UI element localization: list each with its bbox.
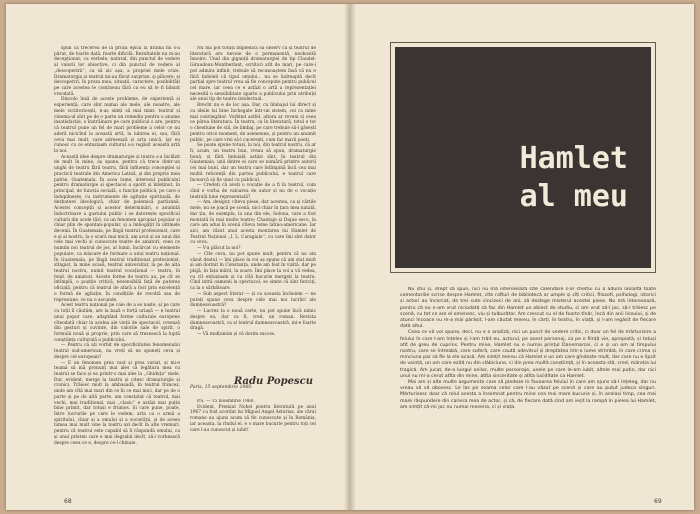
left-a-paragraph: — E un fenomen prea vast și prea variat, și mi-e teamă să mă pronunț mai ales că legătura mea cu teatrul se face și ea printr-o mai ales la ,,Ghiduța'' mele. Dar, evident, merge la teatru și citesc dramaturgie și cronici. Trăiesc mult la ambasadă, în teatrul francez, unde am cîtă mai mari din ce în ce mai mici, dar pe de o parte și pe de altă parte, am constatat că teatrul, mai vechi, mai tradițional, mai ,,clasic'' e astăzi mai puțin bine primit, dar totuși e frumos. Și care pune, poate, între lucrurile pe care le vedem, arta ca o armă a spiritului, chiar și a omului și a societății, și de aceea lumea mai mult vine la teatru azi decît în alte vremuri, pentru că teatrul este capabil să îi răspundă omului, ca și unui prieten care e mai degrabă decît, să-i vorbească despre ceea ce e, despre ce-l chinuie.	[54, 360, 180, 446]
left-b-paragraph: — Lucrez la o nouă carte, nu pot spune încă nimic despre ea, dar va fi, cred, un roman. Revista dumneavoastră, ca și teatrul dumneavoastră, mi-e foarte dragă.	[190, 309, 316, 332]
page-number-left: 68	[64, 498, 72, 505]
left-column-a	[54, 46, 180, 466]
left-page	[6, 4, 350, 510]
right-paragraph: Nu știu și, drept să spun, nici nu mă interesează cîte calendare s-ar cheltui cu a aduna laolaltă toate comentariile scrise despre Hamlet, cîte rafturi de bibliotecă ar umple și cîți critici, filozofi, psihologi, istorici și actori au încercat, de trei sute cincizeci de ani, să dezlege misterul acestei piese. Nu mă interesează, pentru că eu n-am vrut niciodată să fac din Hamlet un obiect de studiu, ci am vrut să-l joc, să-l trăiesc pe scenă, cu tot ce are el omenesc, viu și tulburător. Am crescut cu el de foarte tînăr, încă din anii liceului, și de atunci încoace nu m-a mai părăsit, l-am căutat mereu, în cărți, în teatru, în viață, și l-am regăsit de fiecare dată altul.	[400, 287, 656, 330]
page-number-right: 69	[654, 498, 662, 505]
right-article-body	[400, 287, 656, 493]
left-column-b	[190, 46, 316, 373]
postscript-text: Evident, Premiul Nobel pentru literatură pe anul 1967 i-a fost acordat lui Miguel Angel Asturias, ale cărui romane au ajuns acum să fie cunoscute și în România, iar aceasta, la rîndul ei, e o mare bucurie pentru toți cei care l-au cunoscut și iubit!	[190, 404, 316, 433]
article-title	[390, 140, 628, 216]
left-b-paragraph: — V-a plăcut la noi?	[197, 246, 241, 252]
left-a-paragraph: Acest teatru național pe cale de a se naște, și pe care cu toții îl căutăm, are la bază o forță uriașă — e teatrul unui popor care, adaptând forme culturale europene cîteodată chiar la acelea ale vieții de spectacol, creează din gesturi și cuvinte, din valorile sale de spirit, o formulă nouă și proprie, prin care să trezească la luptă conștiința culturală a publicului.	[54, 303, 180, 343]
left-b-paragraph: — Am, desigur, cîteva piese, dar acestea, ca și cărțile mele, nu se joacă pe scenă, nici chiar în țara mea natală, dar țin, de exemplu, la una din ele, Soluna, care a fost montată în mai multe teatre; Chantaje și Dique seco, în care am adus în scenă cîteva teme latino-americane. Iar aici, am văzut anul acesta montarea lui Hamlet de Teatrul Național ,,I. L. Caragiale'', cu care îmi sînt dator cu ceva.	[190, 200, 316, 246]
left-b-paragraph: — Sub aspect literar — și cu aceasta încheiem — ne puteți spune ceva despre cele mai noi lucrări ale dumneavoastră?	[190, 291, 316, 309]
right-page	[350, 4, 694, 510]
left-b-paragraph: Nu mă pot totuși împiedica să observ că și teatrul de literatură are nevoie de o permanentă, neobosită înnoire. Unul din giganții dramaturgiei de tip Claudel-Giraudoux-Montherlant, scriitori atît de mari, pe care-i pot admira infinit, trebuie să recunoaștem însă că nu e fără îndoieli că tipul omului... nu se îndreaptă decît parțial spre teatrul vrea să fie concepute pentru publicul cel mare, iar ceea ce e astăzi o artă a reprezentației necesită o sensibilitate aparte a publicului prin atribuții ale unui tip de teatru intelectual.	[190, 46, 316, 103]
left-b-paragraph: Brecht nu e de loc așa. Dar, cu limbajul lui direct și cu ideile lui bine închegate într-un sistem, cei ca mine mai convingător. Vorbind astfel, altora ar reveni și ceea ce părea literatura. În teatru, ca în literatură, totul e tot o chestiune de stil, de limbaj, pe care trebuie să-l găsești pentru orice moment, de asemenea, și pentru un anumit public, pe care vrei să-l cucerești, cum fac marii poeți.	[190, 103, 316, 143]
title-line-2: al meu	[519, 179, 628, 214]
postscript-heading: P.S. — 15 noiembrie 1960.	[197, 399, 255, 404]
left-a-paragraph: Această idee despre dramaturgie și teatru s-a încălzit de mult în mine, aș spune, pentru că trece dintr-un unghi de teatru fără teatru, fără influența concepției și practicii teatrale din America Latină, și din proprie mea patrie, Guatemala. În acea lume, interesul publicului pentru dramaturgie și spectacol a sporit și înteținut, în principal, de funcția socială, o funcție politică, pe care o îndeplinește, cu instrumente de agitație spirituală, de dezbatere ideologică, chiar de polemică partizană. Acestei concepții și acestor determinări, o anumită îndoctrinare a gustului public i se datorește specificul culturii din acele țări, ca un fenomen apropiat popular și chiar plin de spontan-popular, și a îmbogățit în ultimele decenii. În Guatemala, pe lîngă teatrul profesionist, care e și al nostru, la o scară mai mică, am avut și au unul din cele mai vechi și cunoscute teatre de amatori, ceea ce numim noi teatrul de jos, al lumii, încărcat cu elemente populare, ca mișcare de formare a unui teatru național. În Guatemala, pe lîngă teatrul tradițional profesionist, stîngist, la mine acasă, teatrul universitar, la pe de alta teatrul nostru, numit teatrul vocațional — teatru, în fond, de amatori. Aceste forme de teatru au, pe cît se întîmplă, o poziție critică, nesensibilă față de puterea oficială, pentru că teatrul de afară a fost prin excelență o formă de agitație, în condițiile de revoltă sau de represiune, ce nu o ascunde.	[54, 154, 180, 303]
left-b-paragraph: Se poate spune totuși, la noi, din teatrul nostru, că ar fi, acum, un teatru bun, vreau să spun, dramaturgie bună, și fără îndoială astăzi sînt, în teatrul din Guatemala, unii dintre ei care se numără printre autorii cei mai buni, dar un teatru care întîmpină încă cea mai multă reticență din partea publicului, e teatrul care încearcă să fie unul cu publicul.	[190, 143, 316, 183]
book-spread	[6, 4, 694, 510]
author-signature: Radu Popescu	[234, 376, 314, 387]
left-b-paragraph: — Vă mulțumim și vă dorim succes.	[197, 331, 276, 337]
left-b-paragraph: — Credeți că aveți o vocație de a fi în teatrul, cum cînd e vorba de valoarea de autor și nu de o vocație teatrală bine reprezentată?	[190, 183, 316, 200]
book-gutter	[344, 4, 356, 510]
left-b-paragraph: — Cîte ceva, nu pot spune mult, pentru că nu am văzut destul — îmi place la voi aș spune că am stat mult și am dormit în Constanța, unde am fost în vizită, dar pe plajă, în fața mării, la soare. Îmi place la voi a vă vedea, cu cît entuziasm și cu cîtă bucurie mergeți la teatru. Cînd intră oamenii la spectacol, se simte că sînt fericiți, ca la o sărbătoare.	[190, 251, 316, 292]
title-line-1: Hamlet	[519, 141, 628, 176]
dateline: Paris, 15 septembrie 1960.	[190, 385, 253, 390]
right-paragraph: Mai am și alte multe argumente care să pledeze în favoarea felului în care am ajuns să-l înțeleg, dar nu vreau să vă obosesc. Le las pe seama celor care l-au văzut pe scenă și care au putut judeca singuri. Mărturisesc doar că rolul acesta a însemnat pentru mine cea mai mare bucurie și, în același timp, cea mai mare răspundere din cariera mea de actor, și că, de fiecare dată cînd am ieșit la rampă în pielea lui Hamlet, am simțit că-mi joc nu numai meseria, ci și viața.	[400, 380, 656, 410]
right-paragraph: Ceea ce vă voi spune, deci, nu e o analiză, nici un punct de vedere critic, ci doar un fel de mărturisire a felului în care l-am înțeles și l-am trăit eu, actorul, pe acest personaj, ca pe o ființă vie, apropiată, și totuși atît de greu de cuprins. Pentru mine, Hamlet nu e numai prințul Danemarcei, ci e și un om al timpului nostru, care se întreabă, care suferă, care caută adevărul și dreptatea într-o lume strîmbă, în care crima și minciuna par să fie la ele acasă. Am simțit mereu că Hamlet e un om care gîndește mult, dar care nu e lipsit de voință, un om care ezită nu din slăbiciune, ci din prea multă conștiință, și în aceasta stă, cred, măreția lui tragică. Am jucat, de-a lungul anilor, multe personaje, unele pe care le-am iubit, altele mai puțin, dar nici unul nu mi-a cerut atîta din mine, atîta sinceritate și atîta luciditate ca Hamlet.	[400, 330, 656, 379]
left-a-paragraph: spun că trecerea de la proza epică la dramă mi s-a părut, de foarte dată, foarte dificilă. Rezultatele nu m-au decepționat; cu verbele, natural, din punctul de vedere al valorii lor obiective, ci din punctul de vedere al „descoperirii”, ca să zic așa, a propriei mele crize. Dramaturgia și teatrul mi-au făcut surprize, și plăcere, și descoperiri, în proza mea, situații, caractere, posibilități pe care acestea le conțineau fără ca eu să le fi bănuit vreodată.	[54, 46, 180, 97]
postscript	[190, 399, 316, 447]
left-a-paragraph: Dincolo însă de aceste probleme, de experiență și experiență, care sînt numai ale mele, ale noastre, ale mele scriitoricești, n-aș simți să mai mint: teatrul și cinema-ul sînt pe de o parte un remediu pentru o anume insatisfacție, o înstrăinare pe care publicul o are, pentru că teatrul pune un fel de mari probleme a celor ce nu aderă nicicînd la această artă, la iubirea ei, sau, fără ceva mai mult, care adresează și arta unică, iar eu cunosc cu ce entuziasm cultural s-a regăsit această artă la noi.	[54, 97, 180, 154]
left-a-paragraph: — Pentru că ați vorbit de specificitatea fenomenului teatral sud-american, nu vreți să ne spuneți ceva și despre cel european?	[54, 343, 180, 360]
